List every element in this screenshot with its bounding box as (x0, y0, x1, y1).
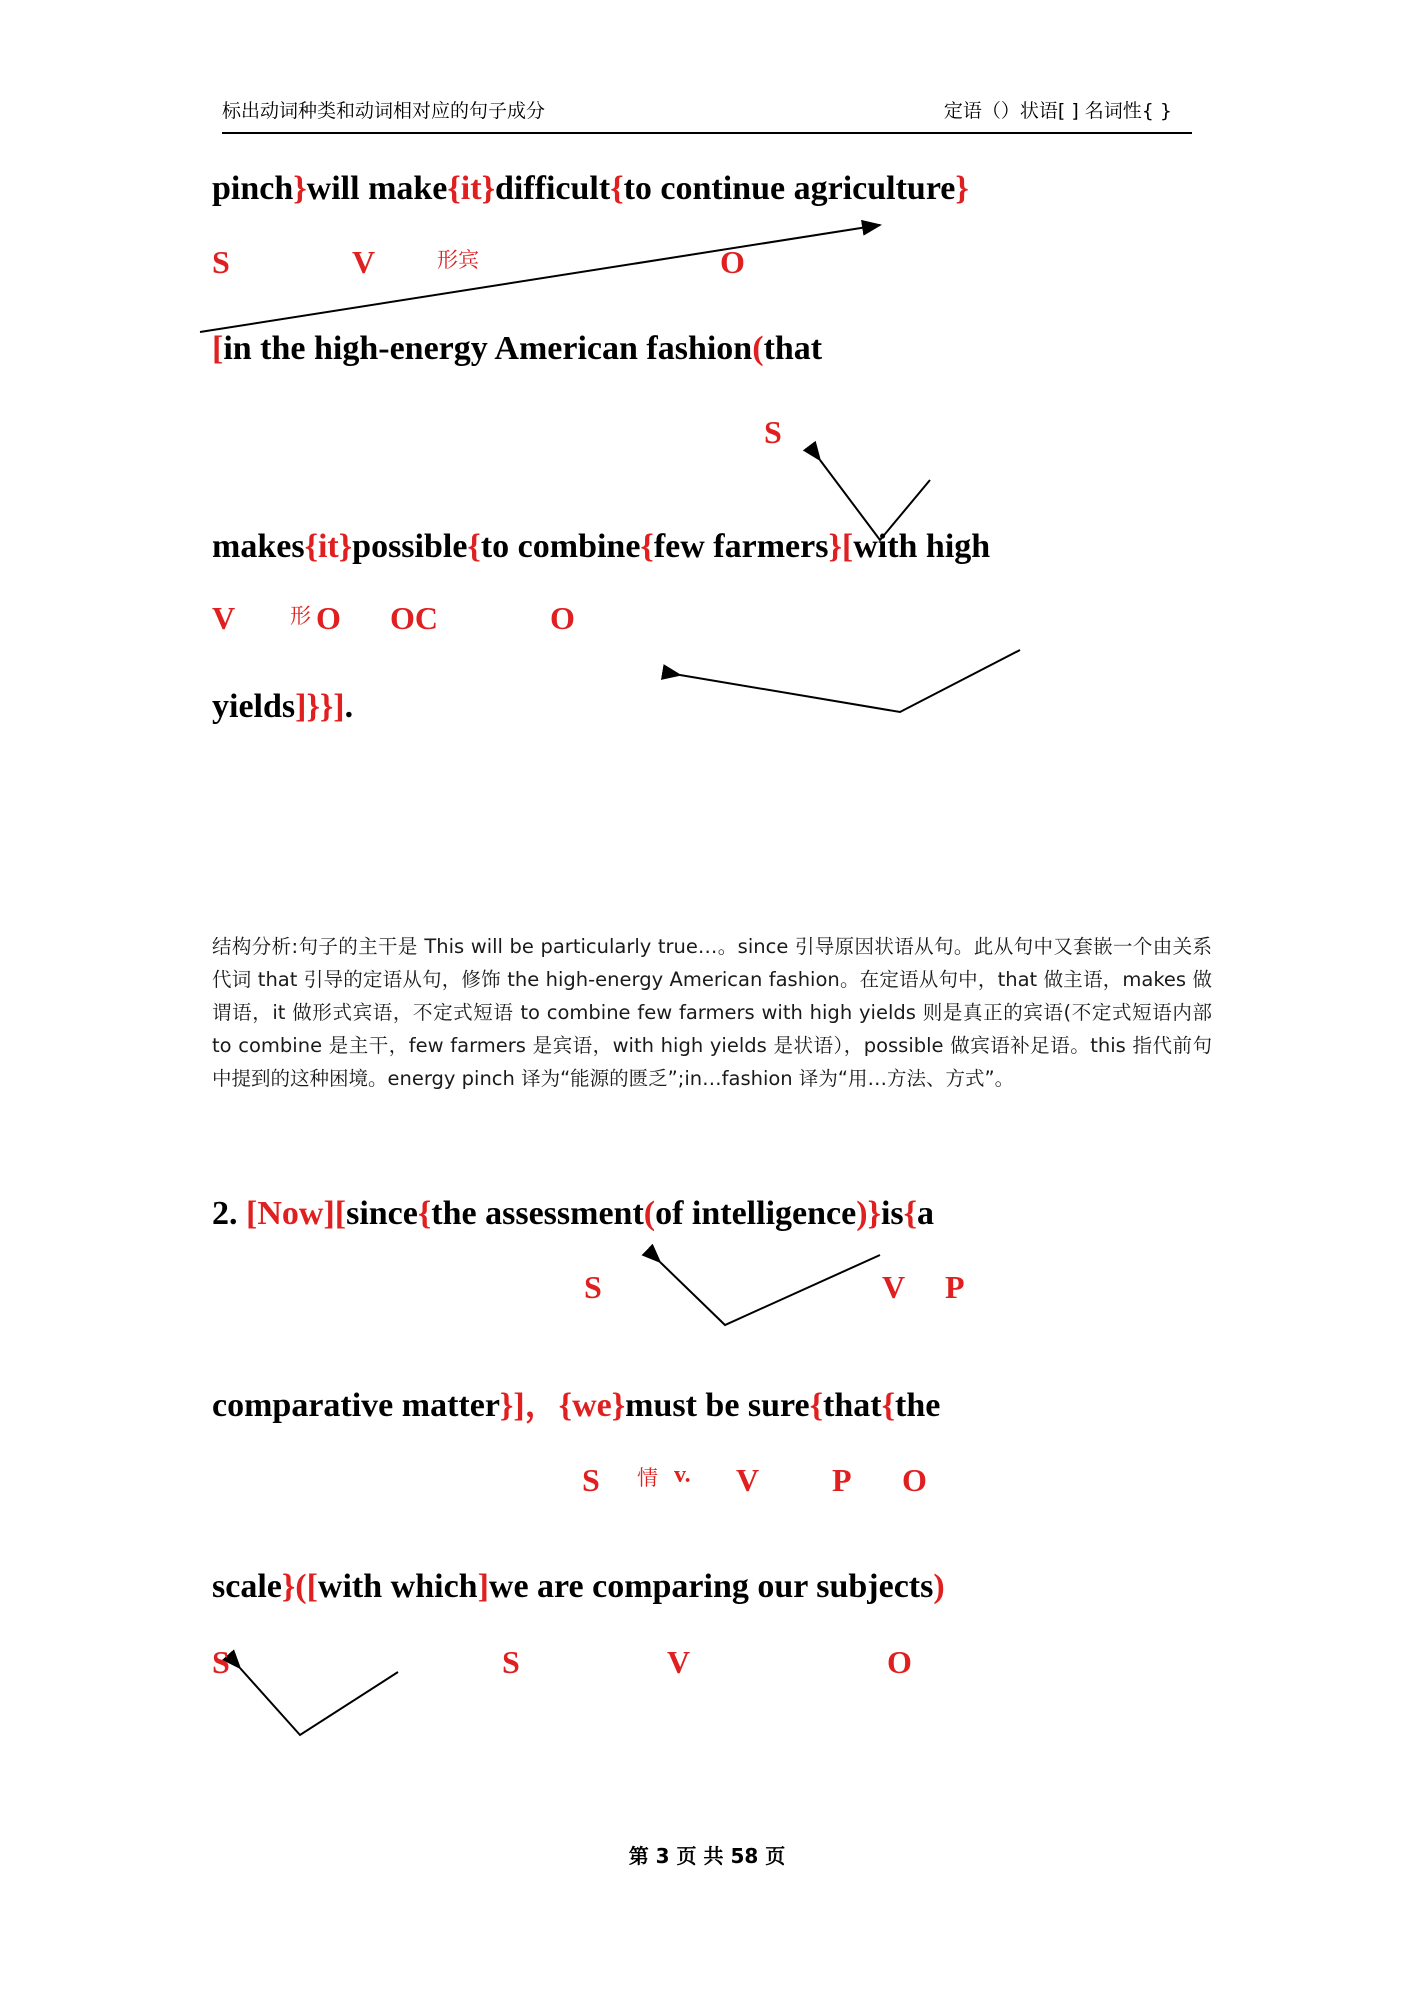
text-token: with which (317, 1568, 478, 1605)
role-label: v. (674, 1462, 691, 1488)
text-token: that (763, 330, 823, 367)
text-token: } (338, 528, 353, 565)
text-token: { (304, 528, 318, 565)
text-token: } (611, 1387, 626, 1424)
text-token: { (467, 528, 481, 565)
text-token: ( (752, 330, 764, 367)
role-label: OC (390, 600, 438, 636)
text-token: ， (524, 1387, 559, 1424)
sentence-1-block (212, 170, 1212, 726)
role-label: 形 (290, 604, 311, 628)
text-token: to continue agriculture (623, 170, 956, 207)
role-label: V (352, 244, 376, 280)
page-header (222, 96, 1192, 132)
text-token: to combine (480, 528, 641, 565)
text-token: . (344, 688, 354, 725)
role-label: O (550, 600, 575, 636)
text-token: with high (853, 528, 991, 565)
role-label: O (887, 1644, 912, 1680)
text-token: } (293, 170, 307, 207)
sentence-2-number: 2. (212, 1195, 238, 1232)
sentence-2-roles-2 (212, 1462, 1222, 1518)
sentence-1-line-2 (212, 330, 1212, 368)
sentence-1-roles-1 (212, 244, 1212, 300)
text-token: { (881, 1387, 895, 1424)
text-token: { (903, 1195, 918, 1232)
role-label: V (736, 1462, 760, 1498)
text-token: a (917, 1195, 935, 1232)
text-token: { (417, 1195, 432, 1232)
text-token: [ (246, 1195, 258, 1232)
text-token: [ (306, 1568, 318, 1605)
role-label: S (212, 244, 230, 280)
text-token: )} (856, 1195, 881, 1232)
text-token: ]}}] (295, 688, 345, 725)
role-label: O (902, 1462, 927, 1498)
role-label: V (212, 600, 236, 636)
text-token: [ (841, 528, 854, 565)
text-token: makes (212, 528, 305, 565)
text-token: it (460, 170, 482, 207)
text-token: ] (323, 1195, 335, 1232)
role-label: V (667, 1644, 691, 1680)
text-token: the assessment (431, 1195, 644, 1232)
text-token: } (481, 170, 495, 207)
text-token: ) (933, 1568, 945, 1605)
role-label: S (582, 1462, 600, 1498)
text-token: } (955, 170, 969, 207)
sentence-2-line-1 (212, 1195, 1222, 1233)
role-label: P (832, 1462, 852, 1498)
role-label: S (212, 1644, 230, 1680)
role-label: S (764, 414, 782, 450)
sentence-1-line-4 (212, 688, 1212, 726)
text-token: [ (334, 1195, 347, 1232)
text-token: yields (212, 688, 296, 725)
sentence-1-line-1 (212, 170, 1212, 208)
role-label: 情 (637, 1466, 658, 1490)
text-token: scale (212, 1568, 282, 1605)
text-token: is (880, 1195, 904, 1232)
text-token: { (809, 1387, 824, 1424)
text-token: Now (257, 1195, 324, 1232)
text-token: of intelligence (655, 1195, 857, 1232)
text-token: { (610, 170, 624, 207)
text-token: { (640, 528, 654, 565)
text-token: must be sure (625, 1387, 810, 1424)
text-token: we are comparing our subjects (488, 1568, 934, 1605)
text-token: difficult (494, 170, 611, 207)
text-token: it (317, 528, 339, 565)
text-token: pinch (212, 170, 294, 207)
role-label: S (502, 1644, 520, 1680)
sentence-2-line-3 (212, 1568, 1222, 1606)
structure-analysis-paragraph: 结构分析:句子的主干是 This will be particularly true…。since 引导原因状语从句。此从句中又套嵌一个由关系代词 that 引导的定语从句，修饰 the high-energy American fashion。在定语从句中，that 做主语，makes 做谓语，it 做形式宾语，不定式短语 to combine few farmers with high yields 则是真正的宾语(不定式短语内部 to combine 是主干，few farmers 是宾语，with high yields 是状语），possible 做宾语补足语。this 指代前句中提到的这种困境。energy pinch 译为“能源的匮乏”;in…fashion 译为“用…方法、方式”。 (212, 935, 1212, 1090)
sentence-2-block (212, 1195, 1222, 1700)
sentence-1-roles-3 (212, 600, 1212, 656)
sentence-2-line-2 (212, 1377, 1222, 1426)
text-token: possible (352, 528, 468, 565)
role-label: S (584, 1269, 602, 1305)
role-label: O (316, 600, 341, 636)
role-label: 形宾 (437, 248, 479, 272)
text-token: few farmers (653, 528, 829, 565)
text-token: the (895, 1387, 941, 1424)
role-label: V (882, 1269, 906, 1305)
text-token: will make (306, 170, 448, 207)
role-label: P (945, 1269, 965, 1305)
text-token: { (447, 170, 461, 207)
sentence-1-line-3 (212, 528, 1212, 566)
sentence-2-roles-1 (212, 1269, 1222, 1325)
header-divider (222, 132, 1192, 134)
page-footer: 第 3 页 共 58 页 (628, 1844, 786, 1868)
text-token: in the high-energy American fashion (223, 330, 753, 367)
text-token: [ (212, 330, 224, 367)
text-token: }( (281, 1568, 307, 1605)
text-token: we (572, 1387, 612, 1424)
sentence-2-roles-3 (212, 1644, 1222, 1700)
header-left-text: 标出动词种类和动词相对应的句子成分 (222, 100, 546, 122)
sentence-1-roles-2 (212, 414, 1212, 470)
text-token: that (823, 1387, 882, 1424)
header-right-text: 定语（）状语[ ] 名词性{ } (943, 100, 1172, 122)
text-token: since (346, 1195, 418, 1232)
text-token: ( (643, 1195, 656, 1232)
text-token: ] (477, 1568, 489, 1605)
text-token: { (558, 1387, 573, 1424)
text-token: }] (499, 1387, 525, 1424)
text-token: comparative matter (212, 1387, 500, 1424)
text-token: } (828, 528, 842, 565)
role-label: O (720, 244, 745, 280)
